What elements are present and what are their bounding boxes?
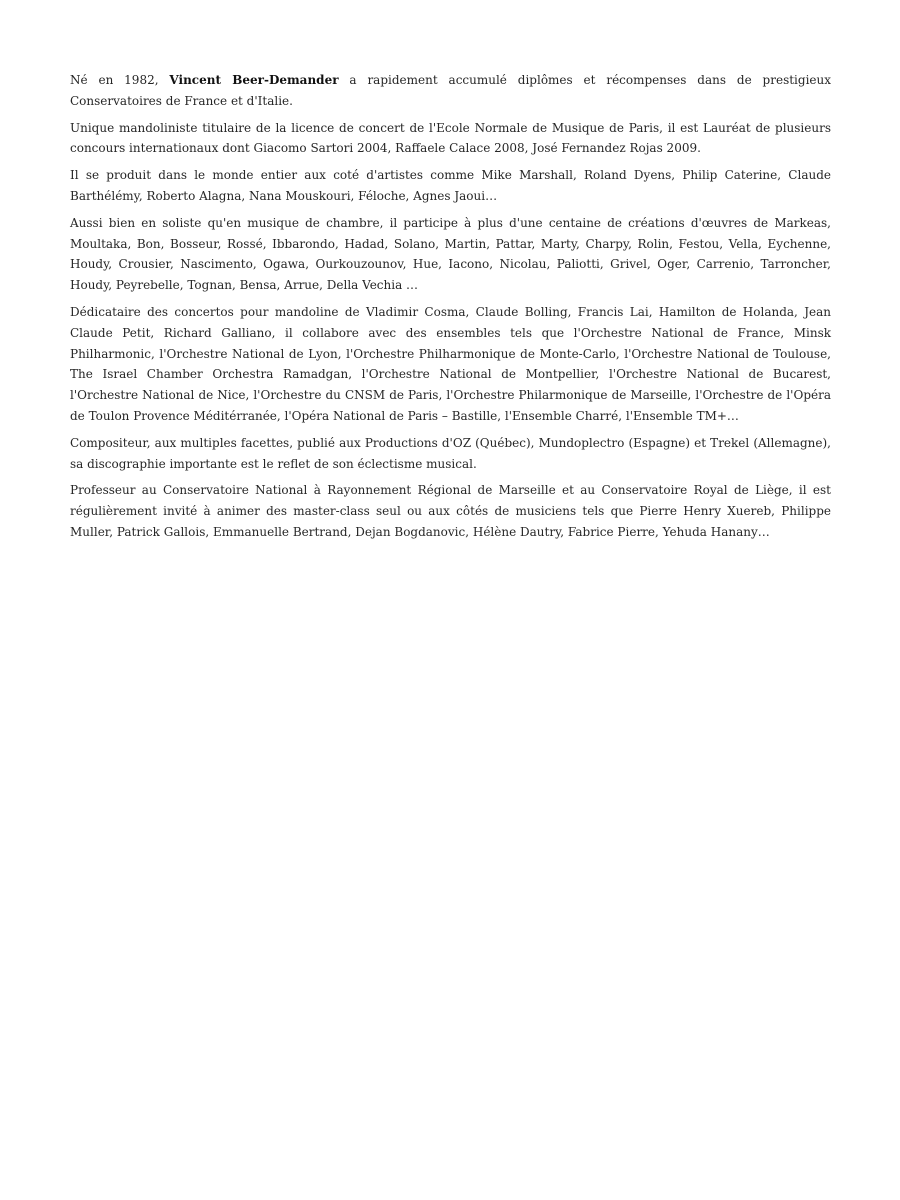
paragraph-intro-prefix: Né en 1982, (70, 73, 170, 87)
paragraph-concertos: Dédicataire des concertos pour mandoline de Vladimir Cosma, Claude Bolling, Francis Lai, Hamilton de Holanda, Jean Claude Petit, Richard Galliano, il collabore avec des ensembles tels que l'Orchestre National de France, Minsk Philharmonic, l'Orchestre National de Lyon, l'Orchestre Philharmonique de Monte-Carlo, l'Orchestre National de Toulouse, The Israel Chamber Orchestra Ramadgan, l'Orchestre National de Montpellier, l'Orchestre National de Bucarest, l'Orchestre National de Nice, l'Orchestre du CNSM de Paris, l'Orchestre Philarmonique de Marseille, l'Orchestre de l'Opéra de Toulon Provence Méditérranée, l'Opéra National de Paris – Bastille, l'Ensemble Charré, l'Ensemble TM+… (70, 304, 831, 423)
biography-text (70, 70, 831, 549)
paragraph-creations: Aussi bien en soliste qu'en musique de chambre, il participe à plus d'une centaine de créations d'œuvres de Markeas, Moultaka, Bon, Bosseur, Rossé, Ibbarondo, Hadad, Solano, Martin, Pattar, Marty, Charpy, Rolin, Festou, Vella, Eychenne, Houdy, Crousier, Nascimento, Ogawa, Ourkouzounov, Hue, Iacono, Nicolau, Paliotti, Grivel, Oger, Carrenio, Tarroncher, Houdy, Peyrebelle, Tognan, Bensa, Arrue, Della Vechia … (70, 215, 831, 293)
paragraph-intro-text: a rapidement accumulé diplômes et récompenses dans de prestigieux Conservatoires de France et d'Italie. (70, 73, 832, 108)
paragraph-teaching: Professeur au Conservatoire National à Rayonnement Régional de Marseille et au Conservatoire Royal de Liège, il est régulièrement invité à animer des master-class seul ou aux côtés de musiciens tels que Pierre Henry Xuereb, Philippe Muller, Patrick Gallois, Emmanuelle Bertrand, Dejan Bogdanovic, Hélène Dautry, Fabrice Pierre, Yehuda Hanany… (70, 483, 831, 539)
paragraph-intro (70, 70, 831, 112)
artist-name: Vincent Beer-Demander (169, 73, 339, 87)
paragraph-awards: Unique mandoliniste titulaire de la licence de concert de l'Ecole Normale de Musique de Paris, il est Lauréat de plusieurs concours internationaux dont Giacomo Sartori 2004, Raffaele Calace 2008, José Fernandez Rojas 2009. (70, 120, 831, 156)
paragraph-collaborations: Il se produit dans le monde entier aux coté d'artistes comme Mike Marshall, Roland Dyens, Philip Caterine, Claude Barthélémy, Roberto Alagna, Nana Mouskouri, Féloche, Agnes Jaoui… (70, 168, 831, 203)
paragraph-composer: Compositeur, aux multiples facettes, publié aux Productions d'OZ (Québec), Mundoplectro (Espagne) et Trekel (Allemagne), sa discographie importante est le reflet de son éclectisme musical. (70, 435, 831, 471)
